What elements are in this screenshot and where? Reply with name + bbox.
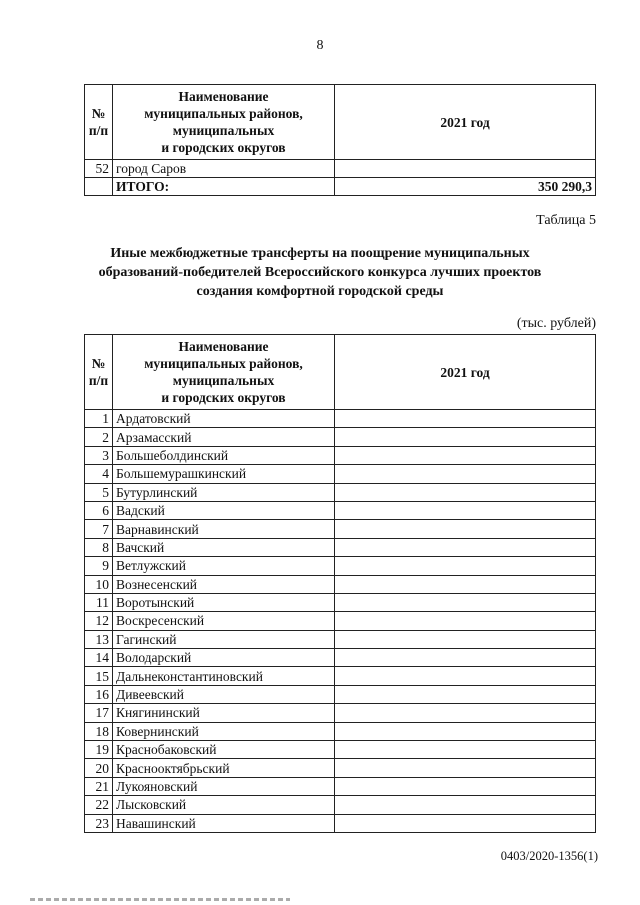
row-number: 23 bbox=[85, 814, 113, 832]
row-number: 13 bbox=[85, 630, 113, 648]
row-number: 16 bbox=[85, 685, 113, 703]
column-header-number bbox=[85, 85, 113, 160]
table-row bbox=[85, 160, 596, 178]
column-header-name bbox=[113, 85, 335, 160]
row-number: 18 bbox=[85, 722, 113, 740]
row-number: 8 bbox=[85, 538, 113, 556]
header-name-line-3: муниципальных bbox=[172, 373, 275, 388]
table-row bbox=[85, 593, 596, 611]
row-value bbox=[335, 446, 596, 464]
row-number: 20 bbox=[85, 759, 113, 777]
column-header-year: 2021 год bbox=[335, 85, 596, 160]
title-line-2: образований-победителей Всероссийского конкурса лучших проектов bbox=[98, 265, 542, 280]
row-name: Лысковский bbox=[113, 796, 335, 814]
units-label: (тыс. рублей) bbox=[516, 316, 596, 331]
table-header-row bbox=[85, 85, 596, 160]
row-name: Варнавинский bbox=[113, 520, 335, 538]
row-name: Лукояновский bbox=[113, 777, 335, 795]
row-number: 6 bbox=[85, 501, 113, 519]
row-number: 2 bbox=[85, 428, 113, 446]
row-number: 9 bbox=[85, 557, 113, 575]
total-row bbox=[85, 178, 596, 196]
table-row bbox=[85, 501, 596, 519]
row-number: 52 bbox=[85, 160, 113, 178]
header-num-line-1: № bbox=[91, 356, 106, 371]
table-row bbox=[85, 667, 596, 685]
header-name-line-2: муниципальных районов, bbox=[144, 106, 303, 121]
header-name-line-1: Наименование bbox=[178, 339, 269, 354]
table-row bbox=[85, 796, 596, 814]
table-row bbox=[85, 612, 596, 630]
table-row bbox=[85, 538, 596, 556]
total-number-cell bbox=[85, 178, 113, 196]
page-number: 8 bbox=[316, 38, 324, 53]
header-name-line-1: Наименование bbox=[178, 89, 269, 104]
column-header-year: 2021 год bbox=[335, 335, 596, 410]
row-value bbox=[335, 428, 596, 446]
row-value bbox=[335, 685, 596, 703]
row-value bbox=[335, 796, 596, 814]
row-number: 22 bbox=[85, 796, 113, 814]
table-row bbox=[85, 777, 596, 795]
row-name: Дивеевский bbox=[113, 685, 335, 703]
row-number: 12 bbox=[85, 612, 113, 630]
table-row bbox=[85, 649, 596, 667]
row-number: 11 bbox=[85, 593, 113, 611]
row-name: Гагинский bbox=[113, 630, 335, 648]
table-row bbox=[85, 575, 596, 593]
column-header-name bbox=[113, 335, 335, 410]
row-name: Княгининский bbox=[113, 704, 335, 722]
row-name: Ковернинский bbox=[113, 722, 335, 740]
table-row bbox=[85, 410, 596, 428]
row-value bbox=[335, 575, 596, 593]
row-value bbox=[335, 612, 596, 630]
header-num-line-2: п/п bbox=[88, 373, 109, 388]
row-value bbox=[335, 160, 596, 178]
table-row bbox=[85, 446, 596, 464]
row-value bbox=[335, 538, 596, 556]
table-4-continuation bbox=[84, 84, 596, 196]
row-number: 7 bbox=[85, 520, 113, 538]
row-number: 3 bbox=[85, 446, 113, 464]
header-name-line-3: муниципальных bbox=[172, 123, 275, 138]
table-row bbox=[85, 741, 596, 759]
table-label: Таблица 5 bbox=[536, 213, 596, 228]
table-row bbox=[85, 483, 596, 501]
row-name: город Саров bbox=[113, 160, 335, 178]
row-number: 15 bbox=[85, 667, 113, 685]
row-number: 10 bbox=[85, 575, 113, 593]
header-name-line-4: и городских округов bbox=[161, 390, 286, 405]
table-row bbox=[85, 630, 596, 648]
table-header-row bbox=[85, 335, 596, 410]
scan-artifact-line bbox=[30, 898, 290, 901]
table-row bbox=[85, 685, 596, 703]
row-value bbox=[335, 410, 596, 428]
row-value bbox=[335, 465, 596, 483]
row-value bbox=[335, 520, 596, 538]
title-line-1: Иные межбюджетные трансферты на поощрение муниципальных bbox=[110, 246, 530, 261]
document-number: 0403/2020-1356(1) bbox=[500, 849, 598, 863]
row-number: 5 bbox=[85, 483, 113, 501]
row-value bbox=[335, 777, 596, 795]
row-name: Вознесенский bbox=[113, 575, 335, 593]
row-name: Бутурлинский bbox=[113, 483, 335, 501]
row-name: Володарский bbox=[113, 649, 335, 667]
table-row bbox=[85, 465, 596, 483]
row-number: 4 bbox=[85, 465, 113, 483]
row-name: Большемурашкинский bbox=[113, 465, 335, 483]
title-line-3: создания комфортной городской среды bbox=[196, 284, 444, 299]
table-row bbox=[85, 704, 596, 722]
row-number: 21 bbox=[85, 777, 113, 795]
row-name: Большеболдинский bbox=[113, 446, 335, 464]
row-name: Краснобаковский bbox=[113, 741, 335, 759]
table-row bbox=[85, 814, 596, 832]
table-body bbox=[85, 410, 596, 833]
row-value bbox=[335, 722, 596, 740]
row-name: Вадский bbox=[113, 501, 335, 519]
row-name: Воскресенский bbox=[113, 612, 335, 630]
row-value bbox=[335, 741, 596, 759]
row-value bbox=[335, 557, 596, 575]
row-value bbox=[335, 759, 596, 777]
header-num-line-1: № bbox=[91, 106, 106, 121]
column-header-number bbox=[85, 335, 113, 410]
row-value bbox=[335, 630, 596, 648]
table-row bbox=[85, 557, 596, 575]
row-name: Арзамасский bbox=[113, 428, 335, 446]
total-label: ИТОГО: bbox=[113, 178, 335, 196]
row-number: 17 bbox=[85, 704, 113, 722]
table-5 bbox=[84, 334, 596, 833]
table-row bbox=[85, 759, 596, 777]
row-value bbox=[335, 593, 596, 611]
row-value bbox=[335, 483, 596, 501]
table-row bbox=[85, 428, 596, 446]
row-value bbox=[335, 649, 596, 667]
row-value bbox=[335, 814, 596, 832]
row-name: Навашинский bbox=[113, 814, 335, 832]
row-value bbox=[335, 667, 596, 685]
row-value bbox=[335, 501, 596, 519]
row-name: Вачский bbox=[113, 538, 335, 556]
row-name: Воротынский bbox=[113, 593, 335, 611]
table-row bbox=[85, 722, 596, 740]
total-value: 350 290,3 bbox=[335, 178, 596, 196]
row-name: Ардатовский bbox=[113, 410, 335, 428]
header-name-line-4: и городских округов bbox=[161, 140, 286, 155]
row-name: Дальнеконстантиновский bbox=[113, 667, 335, 685]
header-name-line-2: муниципальных районов, bbox=[144, 356, 303, 371]
table-title bbox=[60, 244, 580, 301]
row-name: Ветлужский bbox=[113, 557, 335, 575]
table-row bbox=[85, 520, 596, 538]
row-number: 1 bbox=[85, 410, 113, 428]
row-number: 14 bbox=[85, 649, 113, 667]
row-value bbox=[335, 704, 596, 722]
row-name: Краснооктябрьский bbox=[113, 759, 335, 777]
row-number: 19 bbox=[85, 741, 113, 759]
header-num-line-2: п/п bbox=[88, 123, 109, 138]
